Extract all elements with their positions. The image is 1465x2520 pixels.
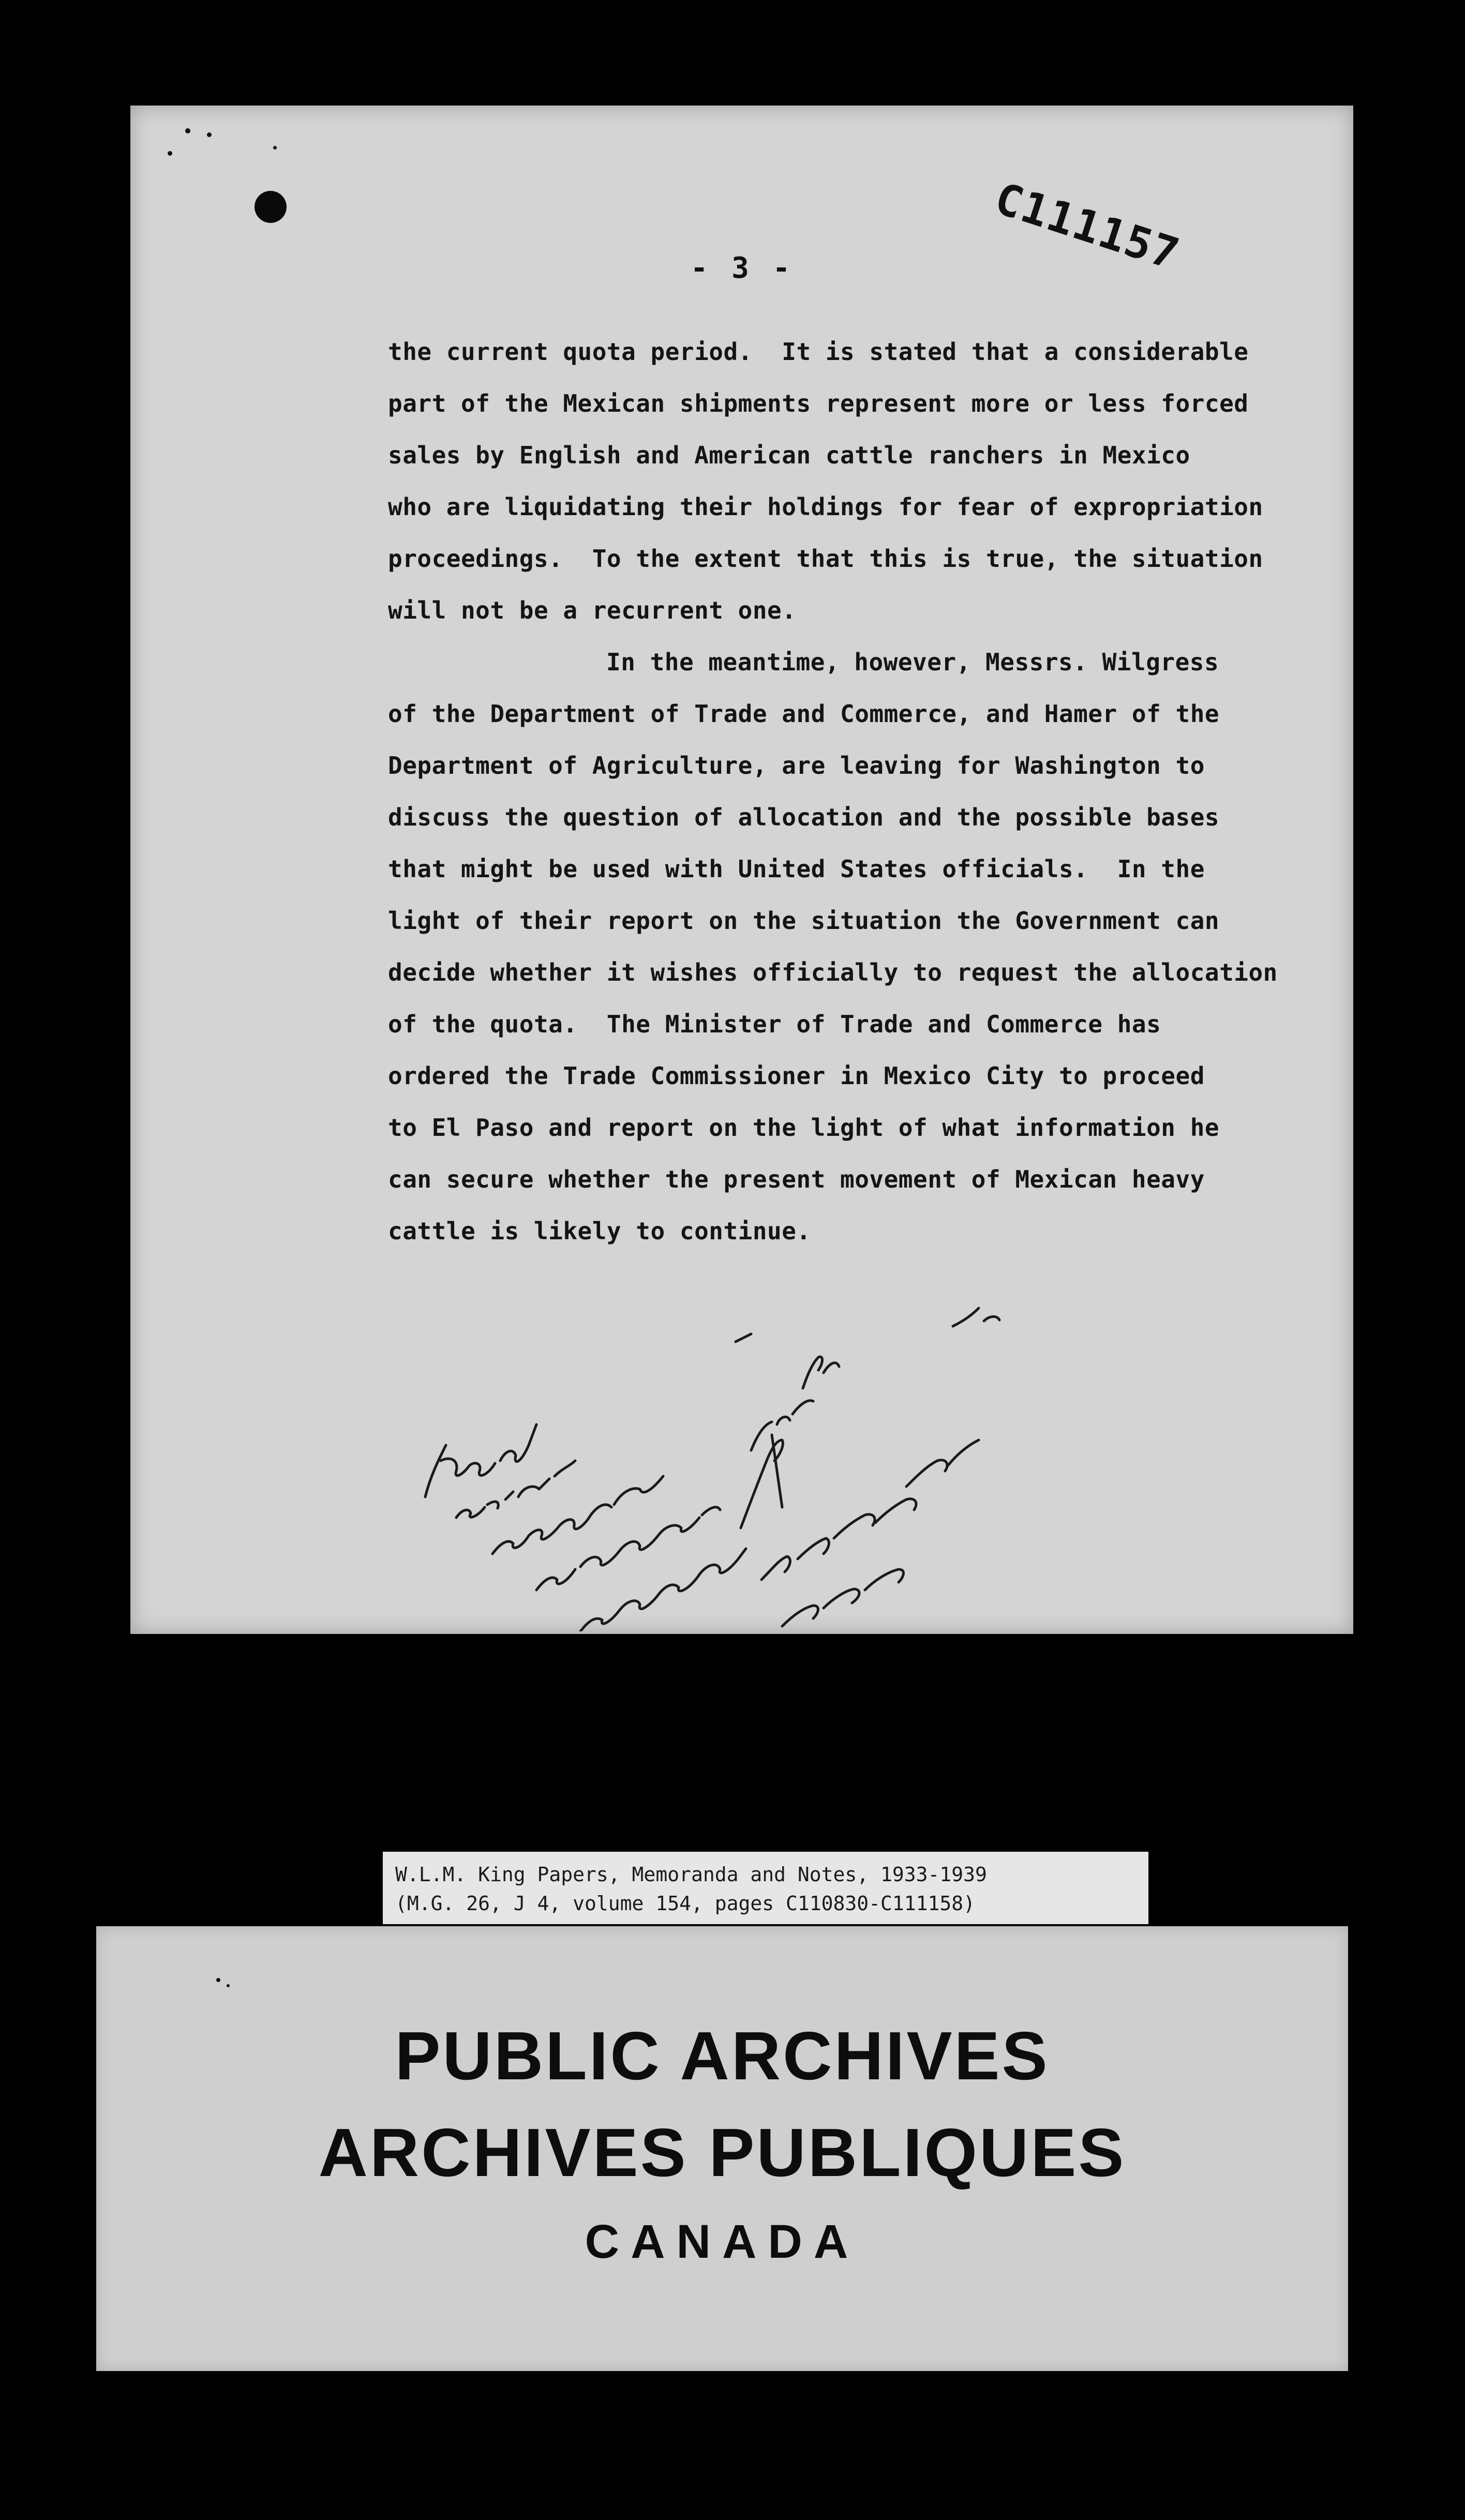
text-line: to El Paso and report on the light of what information he xyxy=(388,1114,1220,1142)
text-line: In the meantime, however, Messrs. Wilgress xyxy=(606,648,1219,676)
archive-caption xyxy=(383,1852,1148,1924)
punch-hole xyxy=(255,191,287,223)
text-line: who are liquidating their holdings for fear of expropriation xyxy=(388,493,1263,521)
speck xyxy=(216,1978,220,1982)
speck xyxy=(207,132,212,137)
speck xyxy=(227,1984,230,1987)
text-line: part of the Mexican shipments represent more or less forced xyxy=(388,389,1249,417)
text-line: that might be used with United States officials. In the xyxy=(388,855,1205,883)
text-line: discuss the question of allocation and the possible bases xyxy=(388,803,1220,831)
caption-line: (M.G. 26, J 4, volume 154, pages C110830-C111158) xyxy=(395,1892,976,1915)
stamp-number: C111157 xyxy=(989,173,1186,280)
text-line: can secure whether the present movement of Mexican heavy xyxy=(388,1165,1205,1193)
speck xyxy=(168,151,172,156)
handwritten-annotation xyxy=(410,1218,1030,1631)
speck xyxy=(185,128,190,133)
page-number: - 3 - xyxy=(690,251,794,285)
caption-line: W.L.M. King Papers, Memoranda and Notes, 1933-1939 xyxy=(395,1863,987,1886)
archive-title-french: ARCHIVES PUBLIQUES xyxy=(318,2114,1126,2191)
archive-country: CANADA xyxy=(585,2215,860,2268)
text-line: light of their report on the situation the Government can xyxy=(388,907,1220,935)
text-line: the current quota period. It is stated that a considerable xyxy=(388,338,1249,366)
document-page xyxy=(130,106,1353,1634)
text-line: cattle is likely to continue. xyxy=(388,1217,811,1245)
text-line: decide whether it wishes officially to request the allocation xyxy=(388,958,1278,986)
archive-card xyxy=(96,1926,1348,2371)
body-text xyxy=(388,326,1335,1257)
text-line: proceedings. To the extent that this is true, the situation xyxy=(388,545,1263,573)
text-line: ordered the Trade Commissioner in Mexico City to proceed xyxy=(388,1062,1205,1090)
text-line: of the quota. The Minister of Trade and Commerce has xyxy=(388,1010,1161,1038)
speck xyxy=(273,146,277,149)
text-line: will not be a recurrent one. xyxy=(388,596,797,624)
text-line: Department of Agriculture, are leaving for Washington to xyxy=(388,752,1205,779)
archive-title-english: PUBLIC ARCHIVES xyxy=(395,2018,1050,2094)
text-line: of the Department of Trade and Commerce, and Hamer of the xyxy=(388,700,1220,728)
text-line: sales by English and American cattle ranchers in Mexico xyxy=(388,441,1190,469)
